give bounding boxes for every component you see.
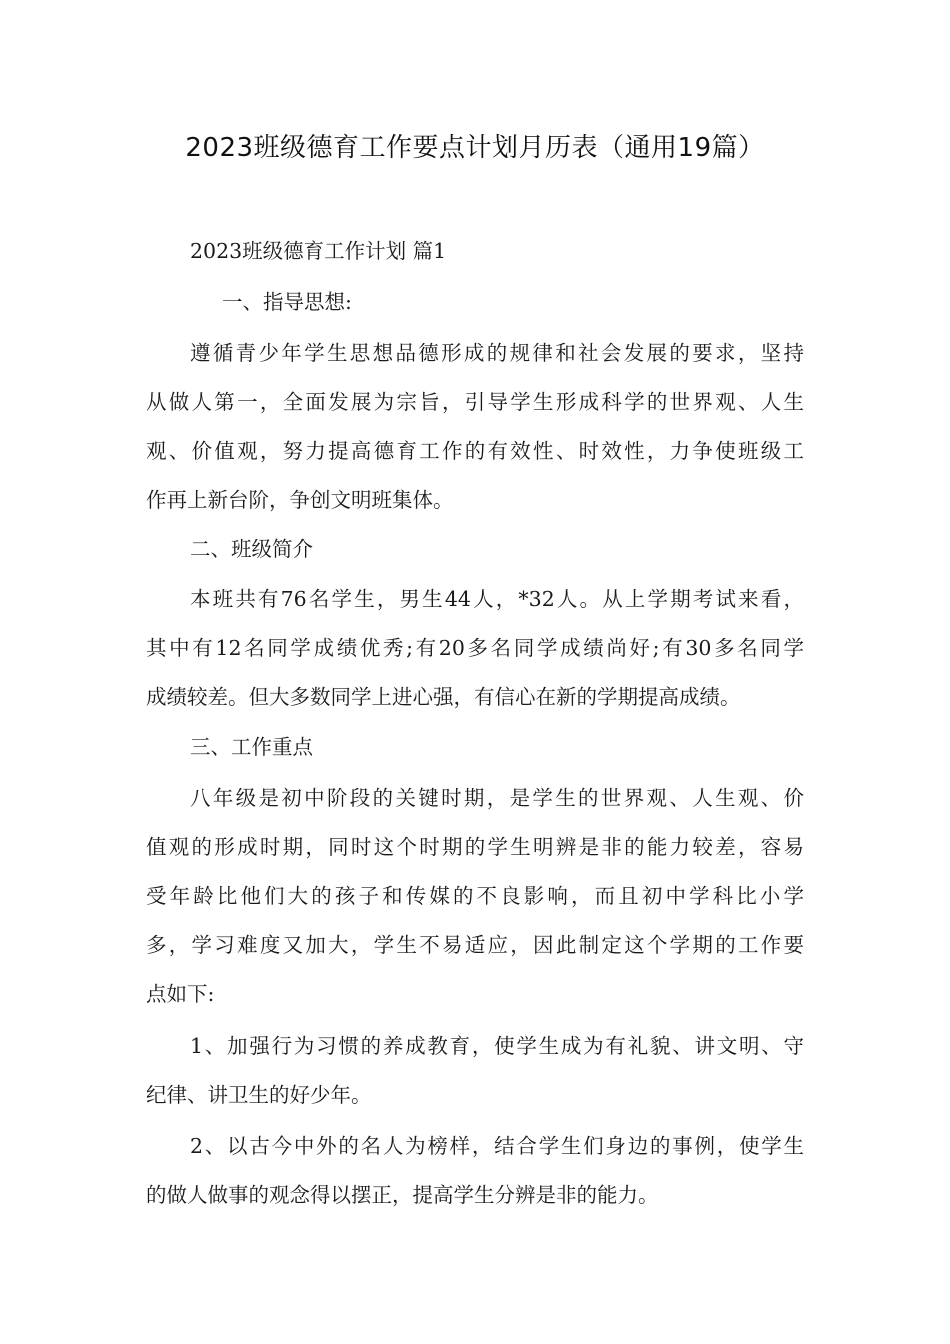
paragraph-line: 八年级是初中阶段的关键时期，是学生的世界观、人生观、价 (190, 786, 804, 810)
paragraph-line: 观、价值观，努力提高德育工作的有效性、时效性，力争使班级工 (146, 439, 804, 463)
paragraph-line: 点如下: (146, 982, 215, 1006)
list-item: 1、加强行为习惯的养成教育，使学生成为有礼貌、讲文明、守 (190, 1034, 804, 1058)
list-item-continuation: 纪律、讲卫生的好少年。 (146, 1083, 372, 1107)
paragraph-line: 多，学习难度又加大，学生不易适应，因此制定这个学期的工作要 (146, 933, 804, 957)
paragraph-line: 遵循青少年学生思想品德形成的规律和社会发展的要求，坚持 (190, 341, 804, 365)
list-item: 2、以古今中外的名人为榜样，结合学生们身边的事例，使学生 (190, 1134, 804, 1158)
heading-work-focus: 三、工作重点 (190, 735, 313, 759)
heading-guiding-ideology: 一、指导思想: (222, 290, 352, 314)
paragraph-line: 成绩较差。但大多数同学上进心强，有信心在新的学期提高成绩。 (146, 685, 741, 709)
paragraph-line: 受年龄比他们大的孩子和传媒的不良影响，而且初中学科比小学 (146, 884, 804, 908)
list-item-continuation: 的做人做事的观念得以摆正，提高学生分辨是非的能力。 (146, 1183, 659, 1207)
document-title: 2023班级德育工作要点计划月历表（通用19篇） (185, 133, 765, 163)
section-heading: 2023班级德育工作计划 篇1 (190, 239, 447, 263)
heading-class-intro: 二、班级简介 (190, 537, 313, 561)
paragraph-line: 从做人第一，全面发展为宗旨，引导学生形成科学的世界观、人生 (146, 390, 804, 414)
paragraph-line: 值观的形成时期，同时这个时期的学生明辨是非的能力较差，容易 (146, 835, 804, 859)
paragraph-line: 本班共有76名学生，男生44人，*32人。从上学期考试来看， (190, 587, 804, 611)
paragraph-line: 作再上新台阶，争创文明班集体。 (146, 488, 454, 512)
paragraph-line: 其中有12名同学成绩优秀;有20多名同学成绩尚好;有30多名同学 (146, 636, 804, 660)
